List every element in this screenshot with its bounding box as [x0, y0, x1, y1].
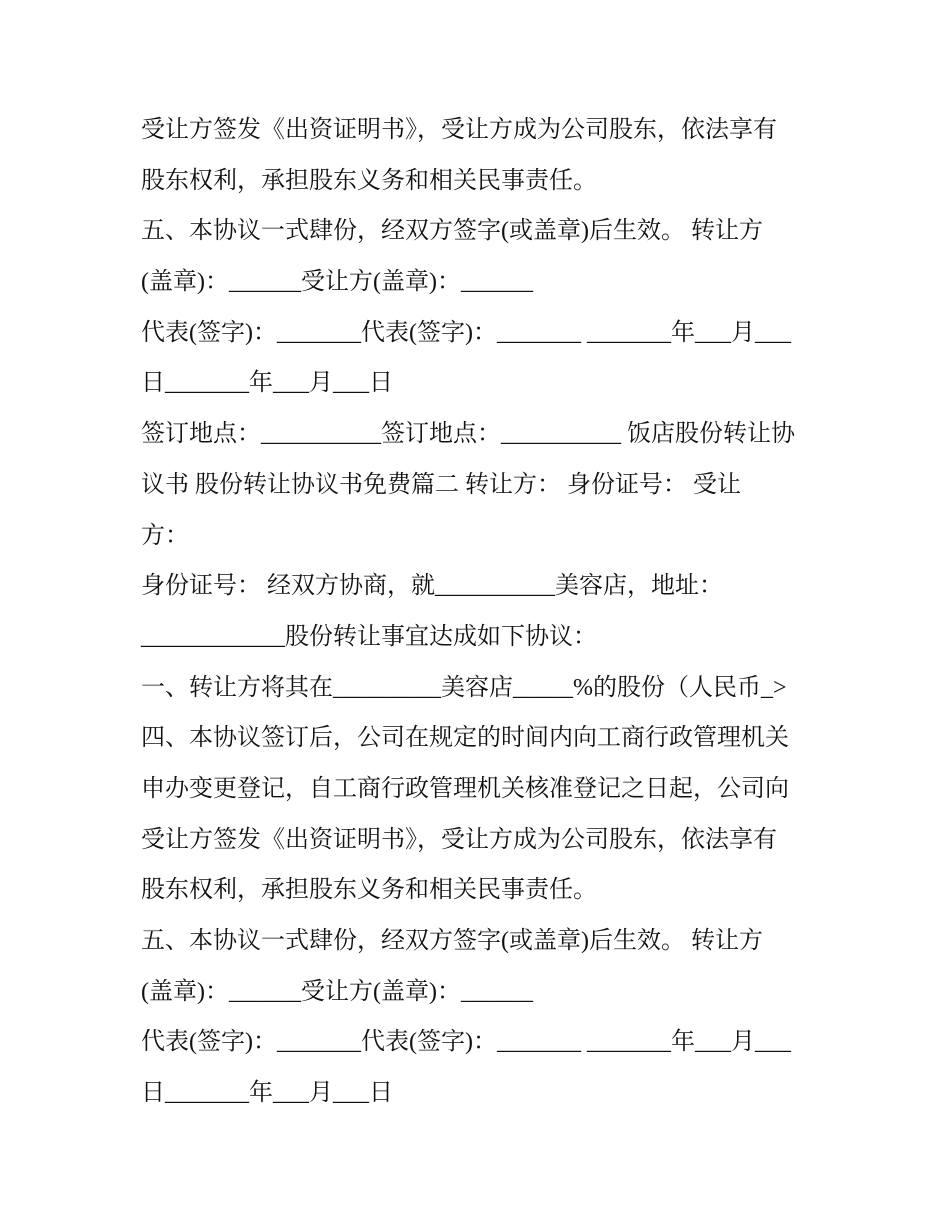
- text-line: 日_______年___月___日: [141, 1080, 393, 1107]
- text-line: 签订地点：__________签订地点：__________ 饭店股份转让协: [141, 421, 795, 448]
- text-line: 五、本协议一式肆份，经双方签字(或盖章)后生效。 转让方: [141, 218, 763, 245]
- text-line: (盖章)：______受让方(盖章)：______: [141, 978, 533, 1005]
- text-line: 代表(签字)：_______代表(签字)：_______ _______年___月___: [141, 319, 791, 346]
- text-line: 身份证号： 经双方协商，就__________美容店，地址：: [141, 573, 723, 600]
- document-page: [141, 105, 841, 1119]
- text-line: 代表(签字)：_______代表(签字)：_______ _______年___月___: [141, 1029, 791, 1056]
- text-line: 方：: [141, 522, 189, 549]
- text-line: 受让方签发《出资证明书》，受让方成为公司股东，依法享有: [141, 826, 777, 853]
- text-line: 受让方签发《出资证明书》，受让方成为公司股东，依法享有: [141, 117, 777, 143]
- text-line: ____________股份转让事宜达成如下协议：: [141, 623, 597, 650]
- text-line: 五、本协议一式肆份，经双方签字(或盖章)后生效。 转让方: [141, 928, 763, 954]
- text-line: 申办变更登记，自工商行政管理机关核准登记之日起，公司向: [141, 775, 789, 802]
- text-line: 四、本协议签订后，公司在规定的时间内向工商行政管理机关: [141, 725, 789, 752]
- text-line: 股东权利，承担股东义务和相关民事责任。: [141, 167, 597, 194]
- text-line: 股东权利，承担股东义务和相关民事责任。: [141, 877, 597, 904]
- text-line: 议书 股份转让协议书免费篇二 转让方： 身份证号： 受让: [141, 471, 741, 498]
- text-line: 日_______年___月___日: [141, 370, 393, 397]
- text-line: 一、转让方将其在_________美容店_____%的股份（人民币_>: [141, 674, 787, 701]
- text-line: (盖章)：______受让方(盖章)：______: [141, 269, 533, 296]
